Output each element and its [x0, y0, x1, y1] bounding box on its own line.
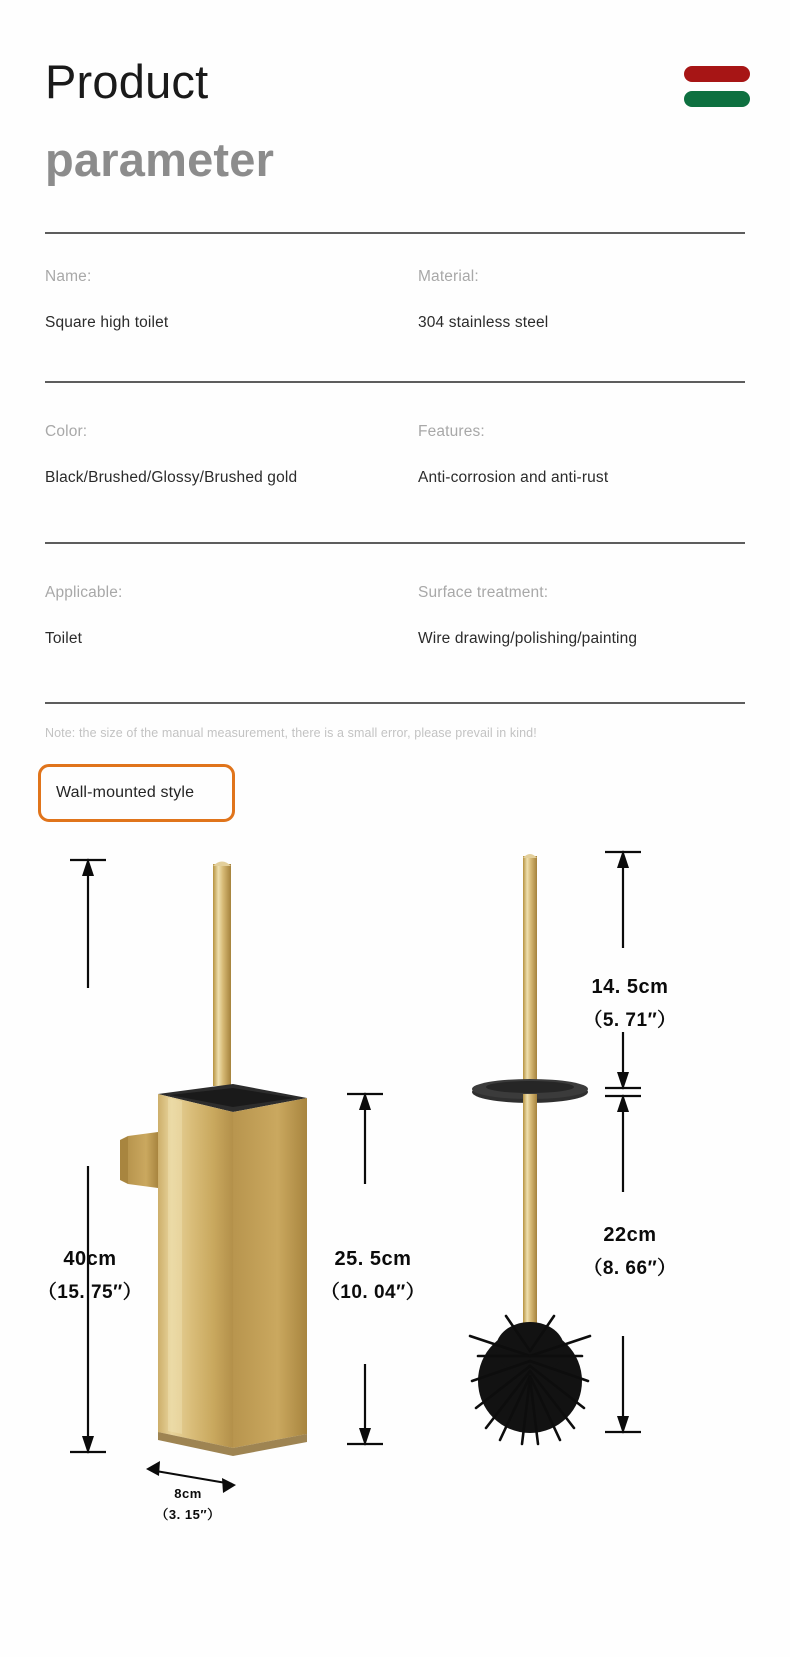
spec-value: Wire drawing/polishing/painting [418, 630, 638, 647]
red-pill-icon [684, 66, 750, 82]
spec-label: Applicable: [45, 584, 123, 601]
spec-value: Black/Brushed/Glossy/Brushed gold [45, 469, 298, 486]
spec-cell-surface-treatment [418, 584, 637, 648]
spec-cell-color [45, 423, 297, 487]
decorative-pills [684, 66, 750, 116]
product-dimension-diagram [0, 836, 790, 1652]
divider-row2 [45, 542, 745, 544]
dimension-value-inch: （3. 15″） [155, 1507, 221, 1522]
spec-value: 304 stainless steel [418, 314, 549, 331]
dimension-value-cm: 14. 5cm [591, 976, 669, 998]
green-pill-icon [684, 91, 750, 107]
dimension-value-cm: 22cm [603, 1224, 657, 1246]
divider-top [45, 232, 745, 234]
spec-value: Square high toilet [45, 314, 169, 331]
spec-cell-applicable [45, 584, 122, 648]
page-title-secondary: parameter [45, 133, 275, 186]
dimension-value-inch: （8. 66″） [583, 1258, 677, 1279]
page-header [0, 0, 790, 232]
measurement-note: Note: the size of the manual measurement, there is a small error, please prevail in kind! [45, 726, 537, 740]
dimension-value-cm: 40cm [63, 1248, 117, 1270]
dimension-value-inch: （10. 04″） [320, 1282, 426, 1303]
dimension-holder-height [288, 1248, 458, 1304]
dimension-brush-length [545, 1224, 715, 1280]
divider-row3 [45, 702, 745, 704]
spec-label: Material: [418, 268, 479, 285]
dimension-holder-width [128, 1486, 248, 1523]
divider-row1 [45, 381, 745, 383]
spec-cell-name [45, 268, 168, 332]
dimension-overall-height [10, 1248, 170, 1304]
dimension-value-inch: （15. 75″） [37, 1282, 143, 1303]
spec-label: Color: [45, 423, 88, 440]
wall-mounted-style-badge [38, 764, 235, 822]
spec-value: Toilet [45, 630, 83, 647]
dimension-handle-length [545, 976, 715, 1032]
spec-label: Features: [418, 423, 485, 440]
spec-label: Name: [45, 268, 92, 285]
spec-cell-features [418, 423, 608, 487]
dimension-value-cm: 25. 5cm [334, 1248, 412, 1270]
dimension-value-inch: （5. 71″） [583, 1010, 677, 1031]
spec-value: Anti-corrosion and anti-rust [418, 469, 609, 486]
spec-cell-material [418, 268, 548, 332]
spec-label: Surface treatment: [418, 584, 549, 601]
page-title-primary: Product [45, 55, 209, 108]
badge-label: Wall-mounted style [56, 784, 195, 801]
dimension-value-cm: 8cm [174, 1486, 202, 1501]
